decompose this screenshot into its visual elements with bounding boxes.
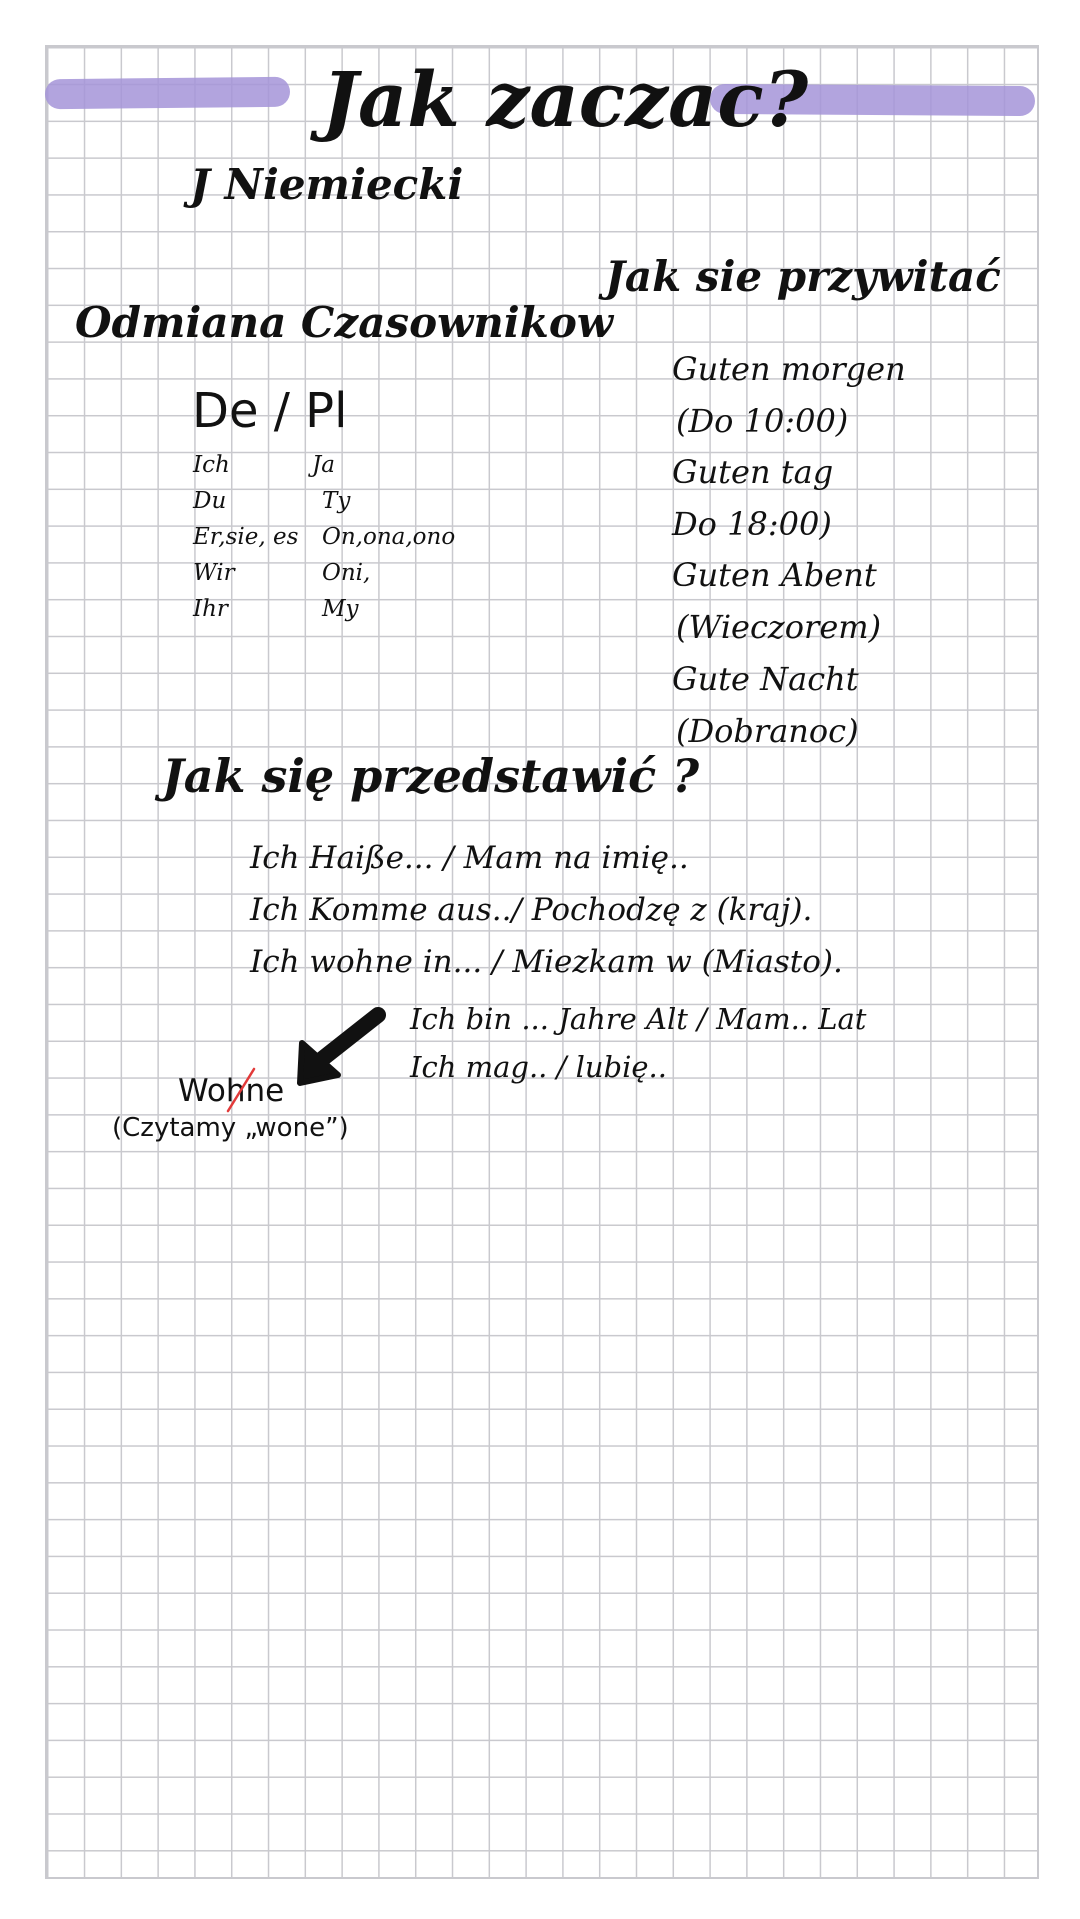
- verbs-row: [322, 488, 350, 514]
- verbs-cell-pl: Ty: [322, 488, 351, 514]
- intro-line: Ich mag.. / lubię..: [410, 1050, 667, 1084]
- verbs-row: [193, 452, 230, 478]
- greeting-line: Guten tag: [672, 453, 834, 491]
- introduce-heading: Jak się przedstawić ?: [162, 749, 700, 803]
- greetings-heading: Jak sie przywitać: [605, 252, 1001, 301]
- arrow-down-left-icon: [290, 1005, 390, 1095]
- verbs-cell-pl: My: [322, 596, 359, 622]
- verbs-row: [193, 488, 226, 514]
- intro-line: Ich wohne in... / Miezkam w (Miasto).: [250, 944, 843, 980]
- verbs-row: [193, 560, 235, 586]
- verbs-cell-de: Ihr: [193, 596, 228, 622]
- verbs-cell-de: Ich: [193, 452, 230, 478]
- verbs-cell-pl: Oni,: [322, 560, 371, 586]
- verbs-heading: Odmiana Czasownikow: [75, 298, 614, 347]
- verbs-cell-pl: On,ona,ono: [322, 524, 456, 550]
- verbs-cell-pl: Ja: [312, 452, 335, 478]
- verbs-row: [312, 452, 335, 478]
- verbs-row: [193, 596, 228, 622]
- note-word-end: ne: [245, 1073, 285, 1109]
- intro-line: Ich bin ... Jahre Alt / Mam.. Lat: [410, 1002, 867, 1036]
- note-pronunciation: (Czytamy „wone”): [112, 1113, 349, 1143]
- greeting-line: (Do 10:00): [676, 402, 849, 440]
- note-word-struck: h: [225, 1073, 246, 1109]
- greeting-line: Guten morgen: [672, 350, 906, 388]
- verbs-cell-de: Du: [193, 488, 227, 514]
- verbs-cell-de: Er,sie, es: [193, 524, 299, 550]
- verbs-row: [193, 524, 298, 550]
- page-title: Jak zaczac?: [322, 55, 809, 144]
- verbs-table-header: De / Pl: [192, 383, 348, 439]
- greeting-line: Do 18:00): [672, 505, 832, 543]
- verbs-cell-de: Wir: [193, 560, 235, 586]
- greeting-line: (Dobranoc): [676, 712, 859, 750]
- greeting-line: Gute Nacht: [672, 660, 859, 698]
- intro-line: Ich Haiße... / Mam na imię..: [250, 840, 689, 876]
- verbs-row: [322, 596, 359, 622]
- intro-line: Ich Komme aus../ Pochodzę z (kraj).: [250, 892, 813, 928]
- verbs-row: [322, 560, 370, 586]
- highlighter-stroke-left: [45, 77, 290, 110]
- greeting-line: Guten Abent: [672, 556, 877, 594]
- page-subtitle: J Niemiecki: [190, 160, 464, 209]
- verbs-row: [322, 524, 455, 550]
- strike-mark-icon: [222, 1065, 262, 1115]
- note-word-start: Wo: [178, 1073, 226, 1109]
- greeting-line: (Wieczorem): [676, 608, 882, 646]
